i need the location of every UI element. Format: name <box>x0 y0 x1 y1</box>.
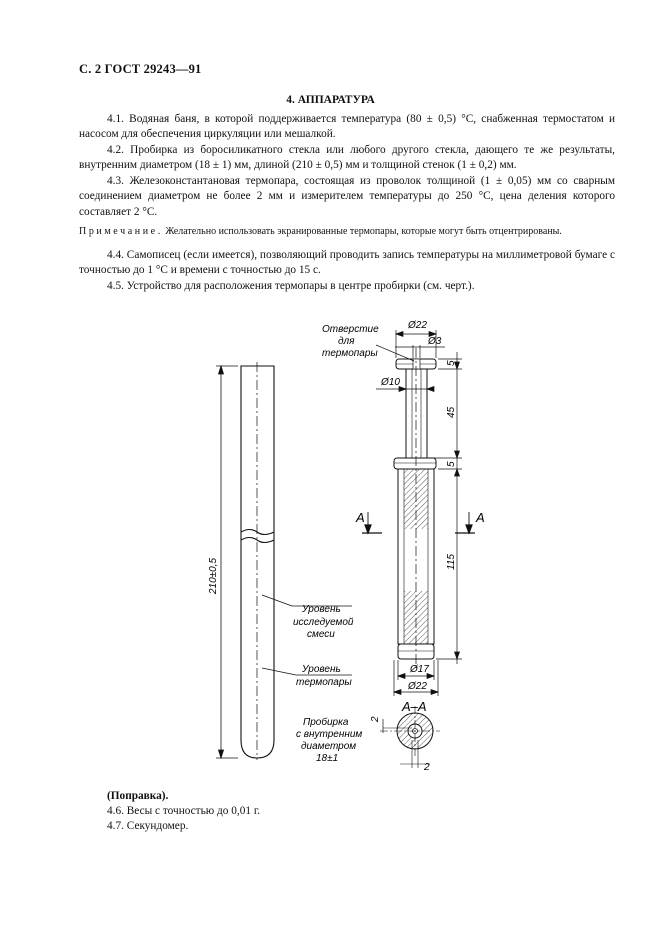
dim-5-top: 5 <box>446 360 457 366</box>
level-mix-label-1: Уровень <box>302 604 341 615</box>
level-mix-label-3: смеси <box>307 629 335 640</box>
paragraph-4-6: 4.6. Весы с точностью до 0,01 г. <box>107 805 261 817</box>
paragraph-4-4-text: 4.4. Самописец (если имеется), позволяющий проводить запись температуры на миллиметровой бумаге с точностью до 1 °С и времени с точностью до 15 с. <box>79 249 615 277</box>
dim-d17: Ø17 <box>410 664 429 675</box>
opening-label-2: для <box>338 336 355 347</box>
tube-caption-4: 18±1 <box>316 753 339 764</box>
tube-length-dimension <box>216 366 238 758</box>
section-view-title: А–А <box>402 699 427 714</box>
note-text: Желательно использовать экранированные термопары, которые могут быть отцентрированы. <box>165 226 562 237</box>
section-mark-left: А <box>356 510 365 525</box>
dim-d22-bottom: Ø22 <box>408 681 427 692</box>
section-view <box>380 706 440 768</box>
level-mix-label-2: исследуемой <box>293 617 354 628</box>
note-label: Примечание. <box>79 226 163 237</box>
section-mark-right: А <box>476 510 485 525</box>
paragraph-4-1-text: 4.1. Водяная баня, в которой поддерживается температура (80 ± 0,5) °С, снабженная термостатом и насосом для обеспечения циркуляции или мешалкой. <box>79 113 615 141</box>
tube-caption-3: диаметром <box>301 741 357 752</box>
tube-caption-2: с внутренним <box>296 729 363 740</box>
test-tube <box>241 362 274 760</box>
page-header: С. 2 ГОСТ 29243—91 <box>79 62 202 76</box>
paragraph-4-3-text: 4.3. Железоконстантановая термопара, состоящая из проволок толщиной (1 ± 0,05) мм со сварным соединением диаметром не более 2 мм и измерителем температуры до 250 °С, цена деления которого составляет 2 °С. <box>79 175 615 218</box>
level-tc-label-2: термопары <box>296 677 352 688</box>
dim-45: 45 <box>446 406 457 418</box>
section-title: 4. АППАРАТУРА <box>286 94 375 106</box>
paragraph-4-2-text: 4.2. Пробирка из боросиликатного стекла или любого другого стекла, дающего те же результаты, внутренним диаметром (18 ± 1) мм, длиной (210 ± 0,5) мм и толщиной стенок (1 ± 0,2) мм. <box>79 144 615 172</box>
centering-device <box>394 348 436 668</box>
level-tc-label-1: Уровень <box>302 664 341 675</box>
opening-label-1: Отверстие <box>322 324 379 335</box>
dim-d10: Ø10 <box>381 377 400 388</box>
dim-115: 115 <box>446 554 457 570</box>
tube-caption-1: Пробирка <box>303 717 349 728</box>
paragraph-4-7: 4.7. Секундомер. <box>107 820 189 832</box>
dim-2-bottom: 2 <box>424 762 430 773</box>
dim-5-mid: 5 <box>446 461 457 467</box>
opening-label-3: термопары <box>322 348 378 359</box>
correction-note: (Поправка). <box>107 790 169 802</box>
dim-d3: Ø3 <box>428 336 442 347</box>
dim-2-top: 2 <box>370 716 381 722</box>
dim-210-label: 210±0,5 <box>208 557 219 594</box>
paragraph-4-5-text: 4.5. Устройство для расположения термопары в центре пробирки (см. черт.). <box>107 280 475 292</box>
dim-d22-top: Ø22 <box>408 320 427 331</box>
